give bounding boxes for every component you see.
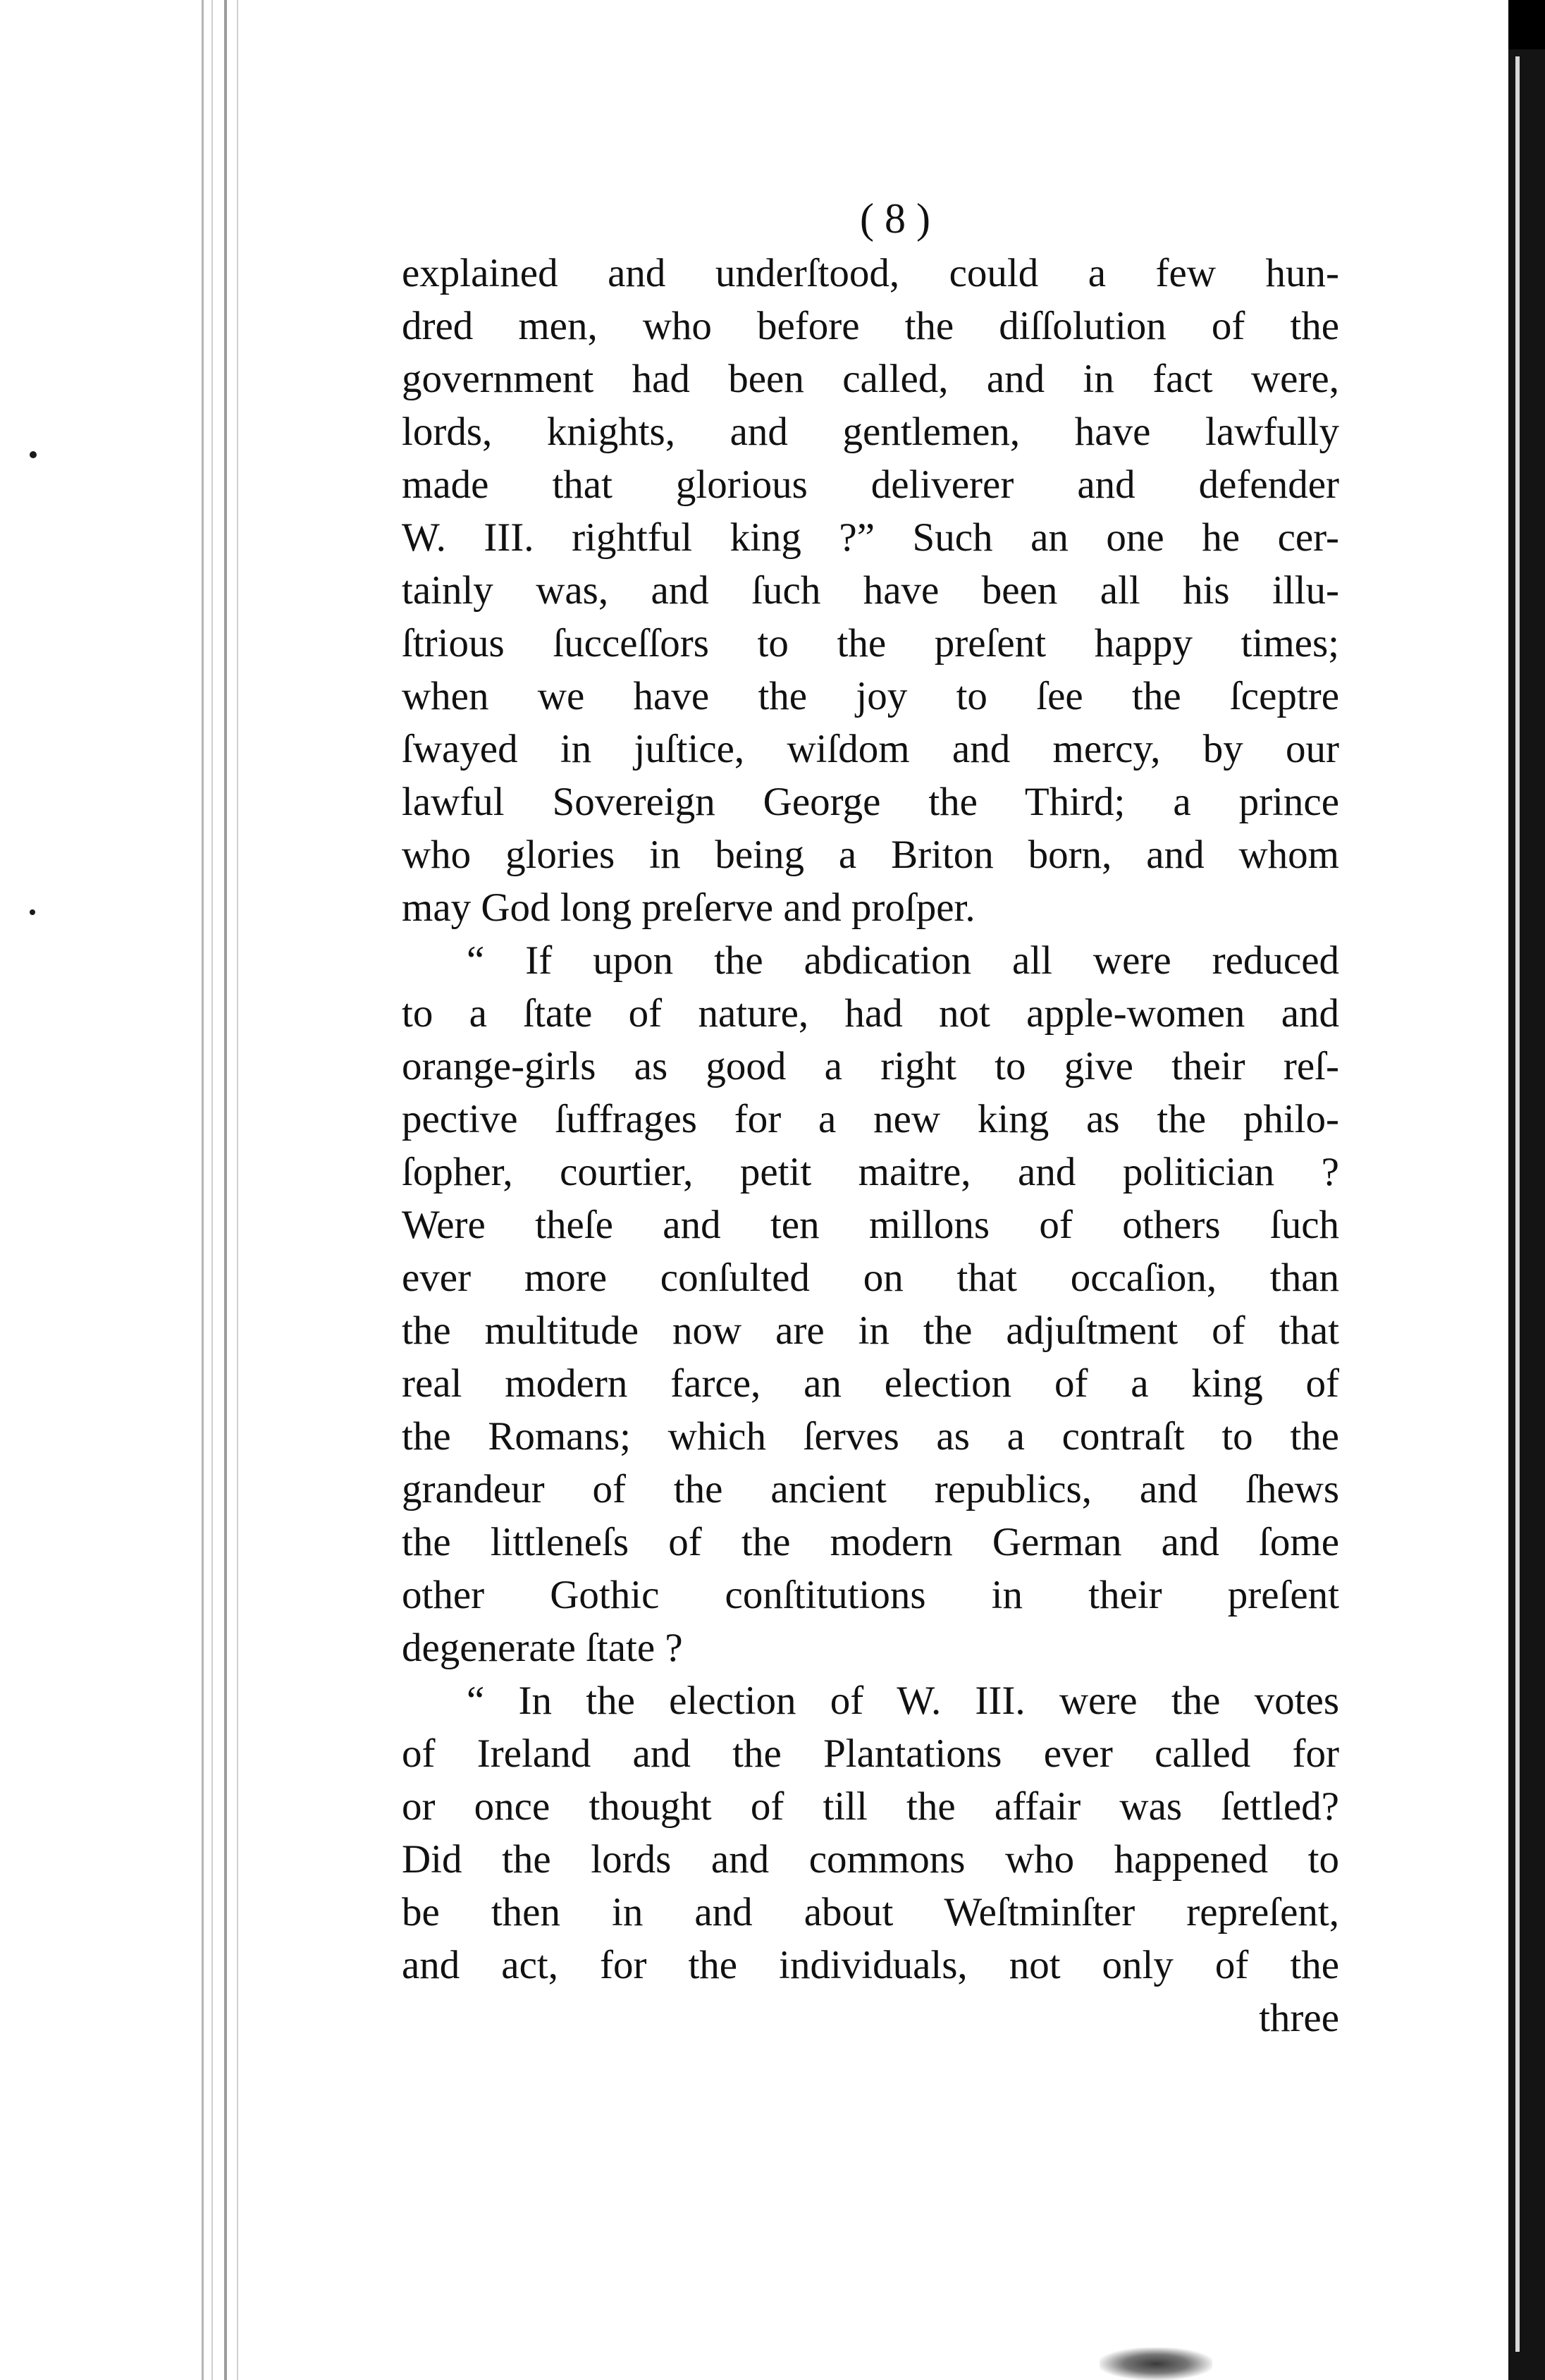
text-line: ever more conſulted on that occaſion, than: [402, 1256, 1339, 1300]
catchword: three: [1259, 1996, 1339, 2040]
ink-speck: [30, 909, 35, 915]
text-line: to a ſtate of nature, had not apple-women and: [402, 991, 1339, 1036]
text-line: “ If upon the abdication all were reduced: [467, 938, 1339, 983]
text-line: or once thought of till the affair was ſettled?: [402, 1784, 1339, 1829]
page-text: [402, 190, 1339, 2044]
text-line: be then in and about Weſtminſter repreſent,: [402, 1890, 1339, 1934]
text-line: tainly was, and ſuch have been all his illu-: [402, 568, 1339, 613]
text-lines: [402, 247, 1339, 1992]
text-line: ſtrious ſucceſſors to the preſent happy times;: [402, 621, 1339, 665]
page-smudge: [1100, 2348, 1212, 2380]
text-line: “ In the election of W. III. were the votes: [467, 1679, 1339, 1723]
text-line: real modern farce, an election of a king of: [402, 1361, 1339, 1406]
text-line: lords, knights, and gentlemen, have lawfully: [402, 410, 1339, 454]
gutter-rule: [224, 0, 227, 2380]
text-line: W. III. rightful king ?” Such an one he cer-: [402, 515, 1339, 560]
page-edge-paper: [1515, 56, 1520, 2352]
text-line: government had been called, and in fact were,: [402, 357, 1339, 401]
text-line: degenerate ſtate ?: [402, 1626, 683, 1670]
text-line: other Gothic conſtitutions in their preſent: [402, 1573, 1339, 1617]
text-line: pective ſuffrages for a new king as the philo-: [402, 1097, 1339, 1141]
text-line: of Ireland and the Plantations ever called for: [402, 1731, 1339, 1776]
text-line: may God long preſerve and proſper.: [402, 885, 975, 930]
text-line: the Romans; which ſerves as a contraſt to the: [402, 1414, 1339, 1459]
page-edge-shadow: [1508, 49, 1545, 2380]
text-line: Were theſe and ten millons of others ſuch: [402, 1203, 1339, 1247]
ink-speck: [30, 451, 37, 458]
text-line: and act, for the individuals, not only of the: [402, 1943, 1339, 1987]
text-line: when we have the joy to ſee the ſceptre: [402, 674, 1339, 718]
text-line: ſopher, courtier, petit maitre, and politician ?: [402, 1150, 1339, 1194]
text-line: who glories in being a Briton born, and whom: [402, 833, 1339, 877]
text-line: grandeur of the ancient republics, and ſhews: [402, 1467, 1339, 1511]
text-line: the littleneſs of the modern German and ſome: [402, 1520, 1339, 1564]
text-line: dred men, who before the diſſolution of the: [402, 304, 1339, 348]
gutter-rule: [237, 0, 238, 2380]
text-line: ſwayed in juſtice, wiſdom and mercy, by our: [402, 727, 1339, 771]
gutter-rule: [211, 0, 213, 2380]
text-line: Did the lords and commons who happened to: [402, 1837, 1339, 1882]
text-line: the multitude now are in the adjuſtment of that: [402, 1308, 1339, 1353]
text-line: lawful Sovereign George the Third; a prince: [402, 780, 1339, 824]
page-number: ( 8 ): [860, 195, 930, 242]
text-line: made that glorious deliverer and defender: [402, 462, 1339, 507]
text-line: explained and underſtood, could a few hun-: [402, 251, 1339, 295]
gutter-rule: [202, 0, 204, 2380]
text-line: orange-girls as good a right to give their reſ-: [402, 1044, 1339, 1088]
